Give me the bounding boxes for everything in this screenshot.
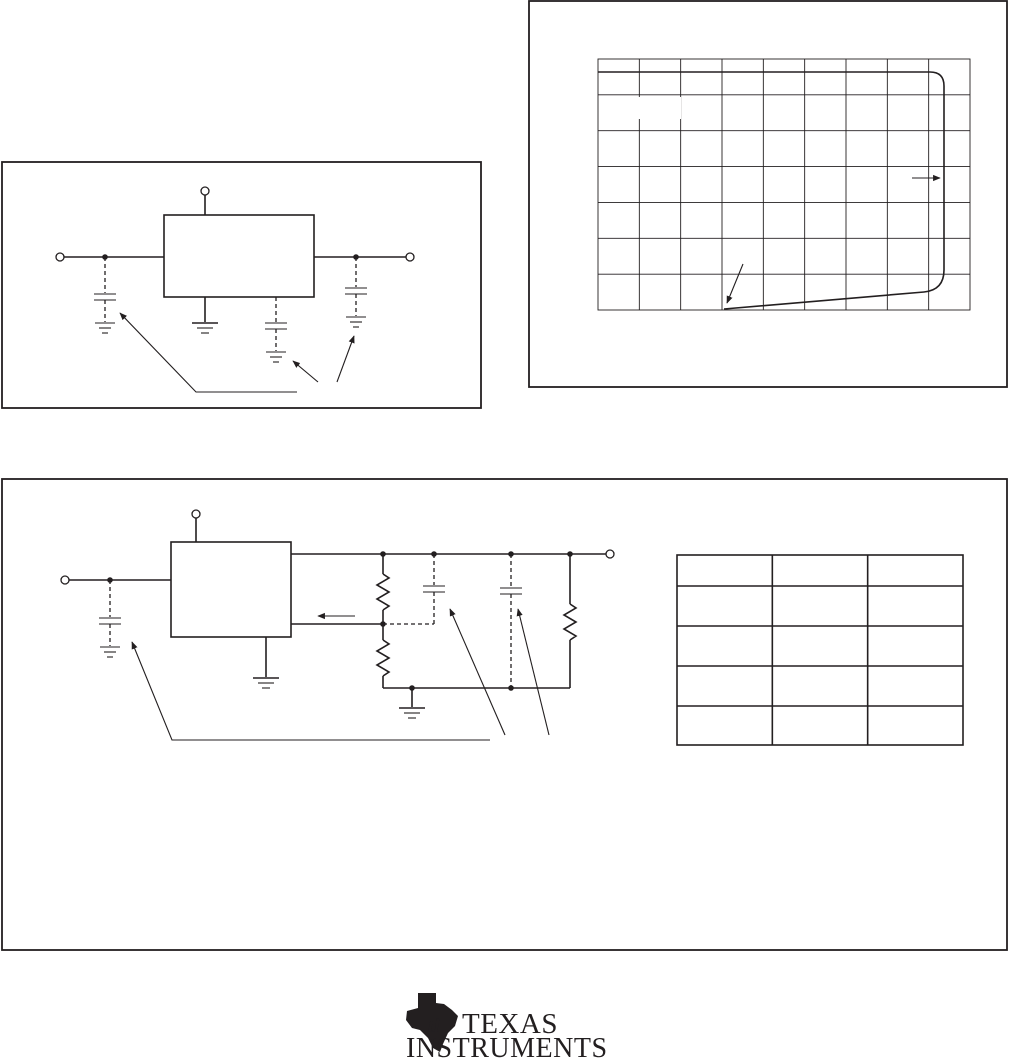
- texas-instruments-logo: [406, 993, 608, 1058]
- brand-name-line1: Texas: [462, 1008, 558, 1040]
- resistor-r2: [377, 624, 389, 688]
- output-capacitor: [345, 257, 367, 327]
- top-terminal: [192, 510, 200, 518]
- waveform-arrow-start: [727, 264, 743, 303]
- callout-arrows: [120, 313, 354, 392]
- figure-frame: [2, 162, 481, 408]
- output-capacitor: [500, 554, 522, 688]
- ti-monogram: ti: [428, 1015, 441, 1037]
- regulator-block: [164, 215, 314, 297]
- figure-frame: [2, 479, 1007, 950]
- input-capacitor: [99, 580, 121, 657]
- brand-name-line2: Instruments: [406, 1033, 608, 1058]
- output-terminal: [606, 550, 614, 558]
- label-patch: [603, 97, 681, 119]
- input-terminal: [61, 576, 69, 584]
- top-terminal: [201, 187, 209, 195]
- regulator-block: [171, 542, 291, 637]
- ground-symbol: [253, 637, 279, 688]
- callout-arrows: [132, 609, 549, 740]
- table-frame: [677, 555, 963, 745]
- ground-symbol: [399, 688, 425, 718]
- plot-grid: [598, 59, 970, 310]
- resistor-r1: [377, 554, 389, 624]
- load-resistor: [564, 554, 576, 688]
- ground-symbol: [192, 297, 218, 333]
- adjust-capacitor: [383, 554, 445, 624]
- bypass-capacitor: [265, 297, 287, 362]
- plot-frame: [598, 59, 970, 310]
- output-terminal: [406, 253, 414, 261]
- value-table: [677, 555, 963, 745]
- input-capacitor: [94, 257, 116, 333]
- figure-regulator-bypass: [2, 162, 481, 408]
- input-terminal: [56, 253, 64, 261]
- figure-startup-plot: [529, 1, 1007, 387]
- figure-adjustable-regulator: [2, 479, 1007, 950]
